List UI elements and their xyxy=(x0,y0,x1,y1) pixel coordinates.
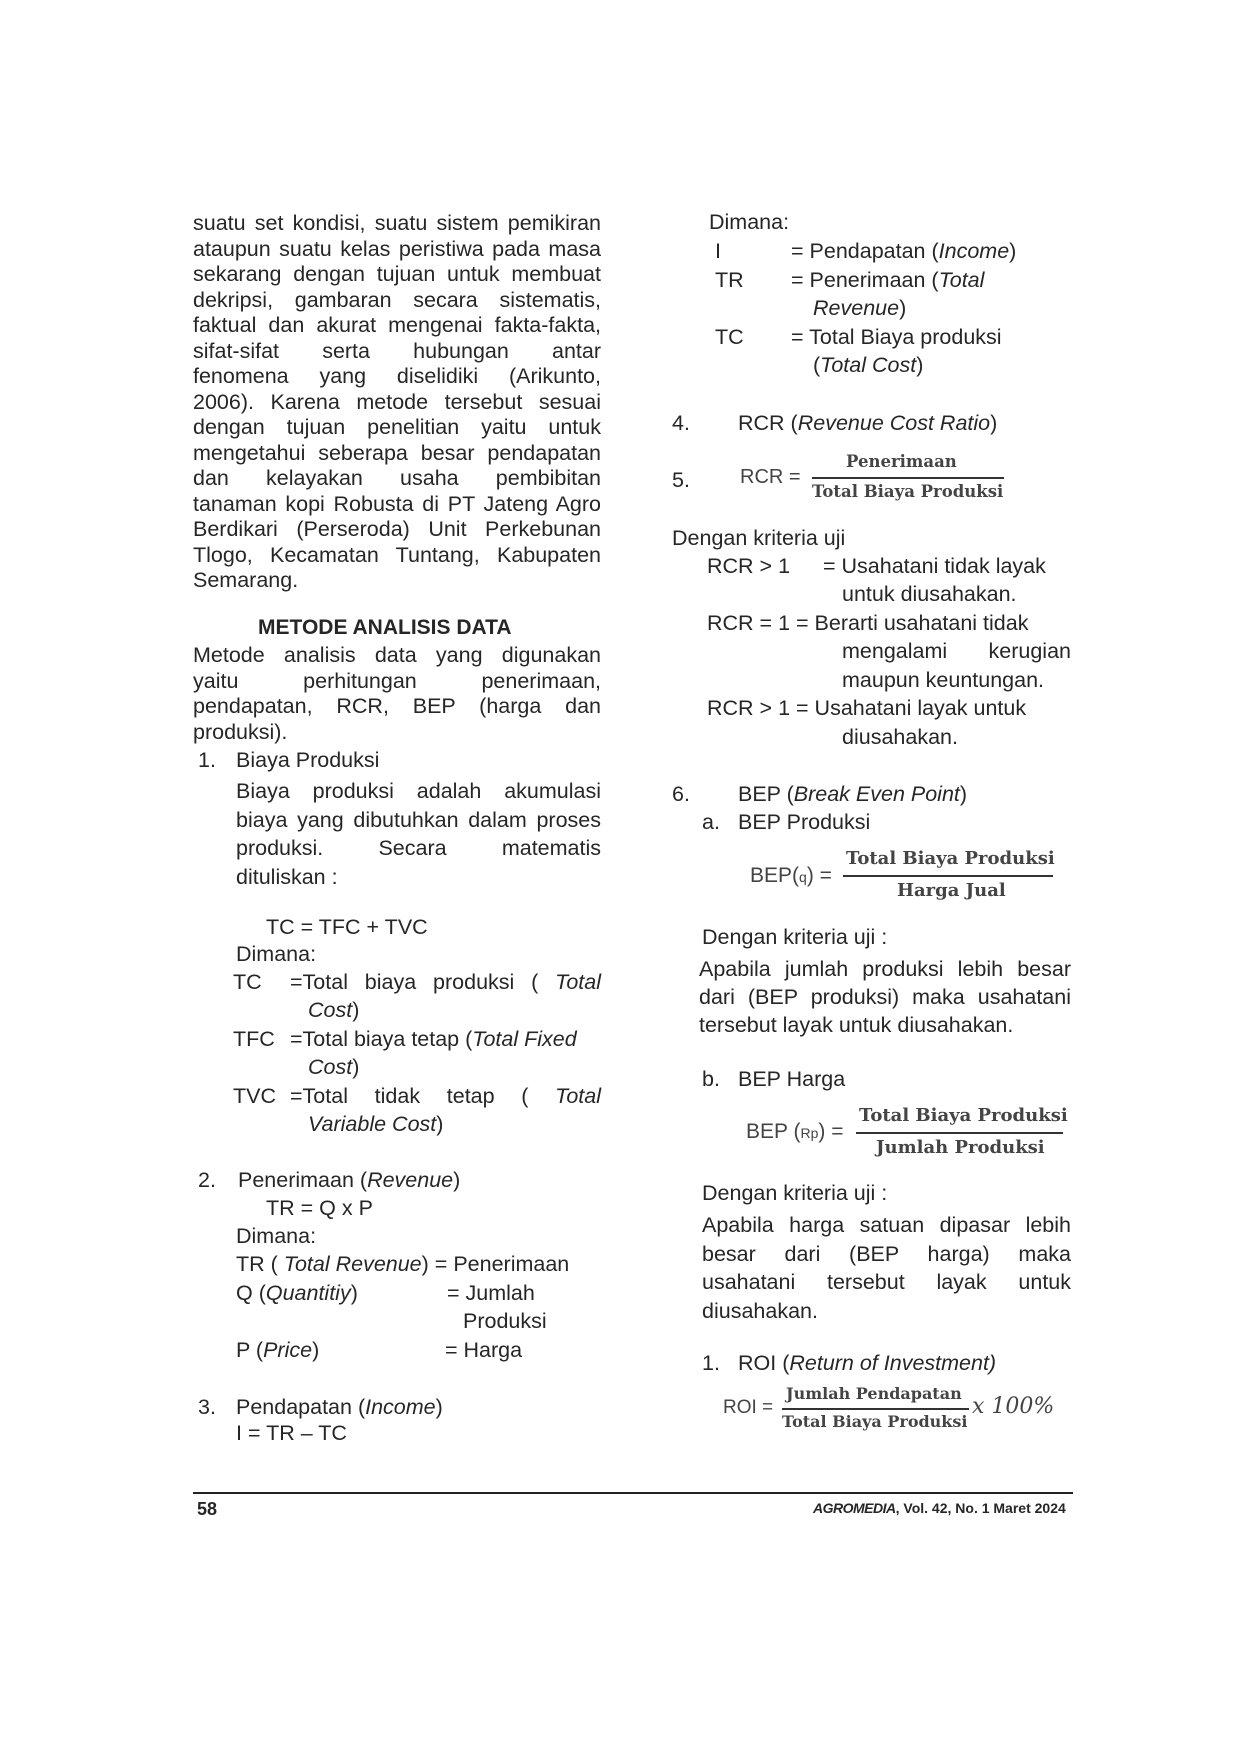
right-dimana: Dimana: xyxy=(709,210,790,234)
roi-fraction-bar xyxy=(782,1408,969,1410)
q-symbol: Q (Quantitiy) xyxy=(236,1281,358,1305)
tr-right-definition-cont: Revenue) xyxy=(813,296,907,320)
tr-definition: TR ( Total Revenue) = Penerimaan xyxy=(236,1252,570,1276)
paragraph-line: Metode analisis data yang digunakan xyxy=(193,643,601,667)
item1-description xyxy=(236,777,601,891)
item1-title: Biaya Produksi xyxy=(236,748,380,772)
section-heading: METODE ANALISIS DATA xyxy=(258,616,512,639)
paragraph-line: Tlogo, Kecamatan Tuntang, Kabupaten xyxy=(193,542,601,567)
paragraph-line: yaitu perhitungan penerimaan, xyxy=(193,668,601,693)
tc-right-definition-cont: (Total Cost) xyxy=(813,353,924,377)
footer-rule xyxy=(193,1492,1073,1494)
paragraph-line: sekarang dengan tujuan untuk membuat xyxy=(193,262,601,286)
crit-a-title: Dengan kriteria uji : xyxy=(702,925,888,949)
crit1-result: = Usahatani tidak layak xyxy=(823,554,1046,578)
tr-symbol: TR xyxy=(715,268,744,292)
roi-denominator: Total Biaya Produksi xyxy=(782,1412,968,1431)
roi-lhs: ROI = xyxy=(723,1397,774,1418)
item1-formula: TC = TFC + TVC xyxy=(266,915,428,939)
p-symbol: P (Price) xyxy=(236,1338,320,1362)
item6-title: BEP (Break Even Point) xyxy=(738,782,968,806)
i-definition: = Pendapatan (Income) xyxy=(791,239,1017,263)
tc-definition: =Total biaya produksi ( Total xyxy=(290,970,601,994)
tc-right-symbol: TC xyxy=(715,325,744,349)
crit2-line2: mengalami kerugian xyxy=(842,639,1071,663)
item5-number: 5. xyxy=(672,468,690,492)
crit-b-title: Dengan kriteria uji : xyxy=(702,1181,888,1205)
item2-title: Penerimaan (Revenue) xyxy=(238,1168,461,1192)
crit-a-paragraph xyxy=(699,955,1071,1039)
crit1-condition: RCR > 1 xyxy=(707,554,791,578)
item2-dimana: Dimana: xyxy=(236,1224,317,1248)
paragraph-line: dituliskan : xyxy=(236,864,338,889)
paragraph-line: diusahakan. xyxy=(702,1298,818,1323)
item3-formula: I = TR – TC xyxy=(236,1421,347,1445)
tfc-symbol: TFC xyxy=(233,1027,275,1051)
criteria-title: Dengan kriteria uji xyxy=(672,526,846,550)
item1-dimana: Dimana: xyxy=(236,942,317,966)
bep-rp-lhs: BEP (Rp) = xyxy=(746,1120,844,1143)
paragraph-line: tersebut layak untuk diusahakan. xyxy=(699,1013,1014,1037)
item3-number: 3. xyxy=(198,1395,216,1419)
paragraph-line: biaya yang dibutuhkan dalam proses xyxy=(236,807,601,832)
paragraph-line: tanaman kopi Robusta di PT Jateng Agro xyxy=(193,491,601,516)
tfc-definition-cont: Cost) xyxy=(308,1055,360,1079)
bep-q-denominator: Harga Jual xyxy=(897,880,1006,901)
crit2-line: RCR = 1 = Berarti usahatani tidak xyxy=(707,611,1029,635)
paragraph-line: Biaya produksi adalah akumulasi xyxy=(236,779,601,803)
paragraph-line: dari (BEP produksi) maka usahatani xyxy=(699,985,1071,1009)
rcr-formula-numerator: Penerimaan xyxy=(846,452,957,471)
item2-formula: TR = Q x P xyxy=(266,1196,373,1220)
bep-rp-numerator: Total Biaya Produksi xyxy=(859,1105,1068,1126)
paragraph-line: ataupun suatu kelas peristiwa pada masa xyxy=(193,236,601,261)
tvc-symbol: TVC xyxy=(233,1084,276,1108)
item4-number: 4. xyxy=(672,411,690,435)
roi-number: 1. xyxy=(702,1351,720,1375)
item4-title: RCR (Revenue Cost Ratio) xyxy=(738,411,998,435)
bep-a-letter: a. xyxy=(702,810,720,834)
q-definition: = Jumlah xyxy=(447,1281,535,1305)
rcr-fraction-bar xyxy=(812,477,1004,479)
paragraph-line: suatu set kondisi, suatu sistem pemikiran xyxy=(193,211,601,235)
p-definition: = Harga xyxy=(445,1338,523,1362)
rcr-formula-lhs: RCR = xyxy=(740,466,801,488)
tc-right-definition: = Total Biaya produksi xyxy=(791,325,1002,349)
q-definition-cont: Produksi xyxy=(463,1309,547,1333)
paragraph-line: Berdikari (Perseroda) Unit Perkebunan xyxy=(193,517,601,541)
intro-paragraph xyxy=(193,211,601,594)
item1-number: 1. xyxy=(198,748,216,772)
bep-b-title: BEP Harga xyxy=(738,1067,846,1091)
paragraph-line: besar dari (BEP harga) maka xyxy=(702,1241,1071,1266)
roi-numerator: Jumlah Pendapatan xyxy=(786,1384,962,1403)
bep-q-fraction-bar xyxy=(843,875,1053,877)
rcr-formula-denominator: Total Biaya Produksi xyxy=(812,482,1004,501)
bep-q-numerator: Total Biaya Produksi xyxy=(846,848,1055,869)
tvc-definition-cont: Variable Cost) xyxy=(308,1112,444,1136)
crit1-result-cont: untuk diusahakan. xyxy=(842,582,1017,606)
crit3-line2: diusahakan. xyxy=(842,725,958,749)
paragraph-line: fenomena yang diselidiki (Arikunto, xyxy=(193,364,601,388)
paragraph-line: dan kelayakan usaha pembibitan xyxy=(193,466,601,490)
bep-q-lhs: BEP(q) = xyxy=(750,864,832,887)
item6-number: 6. xyxy=(672,782,690,806)
bep-b-letter: b. xyxy=(702,1067,720,1091)
crit2-line3: maupun keuntungan. xyxy=(842,668,1045,692)
paragraph-line: pendapatan, RCR, BEP (harga dan xyxy=(193,694,601,718)
paragraph-line: faktual dan akurat mengenai fakta-fakta, xyxy=(193,313,601,337)
paragraph-line: dekripsi, gambaran secara sistematis, xyxy=(193,287,601,312)
paragraph-line: 2006). Karena metode tersebut sesuai xyxy=(193,389,601,414)
tc-definition-cont: Cost) xyxy=(308,998,360,1022)
item2-number: 2. xyxy=(198,1168,216,1192)
bep-a-title: BEP Produksi xyxy=(738,810,871,834)
paragraph-line: dengan tujuan penelitian yaitu untuk xyxy=(193,415,601,439)
paragraph-line: produksi. Secara matematis xyxy=(236,836,601,860)
tfc-definition: =Total biaya tetap (Total Fixed xyxy=(290,1027,577,1051)
tr-right-definition: = Penerimaan (Total xyxy=(791,268,985,292)
paragraph-line: mengetahui seberapa besar pendapatan xyxy=(193,440,601,465)
i-symbol: I xyxy=(715,239,721,263)
bep-rp-denominator: Jumlah Produksi xyxy=(876,1137,1045,1158)
paragraph-line: produksi). xyxy=(193,719,288,744)
method-paragraph xyxy=(193,643,601,745)
footer-citation: AGROMEDIA, Vol. 42, No. 1 Maret 2024 xyxy=(813,1500,1066,1516)
item3-title: Pendapatan (Income) xyxy=(236,1395,443,1419)
roi-title: ROI (Return of Investment) xyxy=(738,1351,997,1375)
tc-symbol: TC xyxy=(233,970,262,994)
crit3-line: RCR > 1 = Usahatani layak untuk xyxy=(707,696,1027,720)
paragraph-line: usahatani tersebut layak untuk xyxy=(702,1270,1071,1294)
paragraph-line: Apabila jumlah produksi lebih besar xyxy=(699,957,1071,981)
crit-b-paragraph xyxy=(702,1211,1071,1325)
page-number: 58 xyxy=(197,1499,218,1519)
roi-multiplier: x 100% xyxy=(972,1394,1055,1419)
paragraph-line: Semarang. xyxy=(193,568,299,592)
bep-rp-fraction-bar xyxy=(856,1132,1063,1134)
paragraph-line: sifat-sifat serta hubungan antar xyxy=(193,338,601,363)
paragraph-line: Apabila harga satuan dipasar lebih xyxy=(702,1213,1071,1237)
tvc-definition: =Total tidak tetap ( Total xyxy=(290,1084,601,1108)
